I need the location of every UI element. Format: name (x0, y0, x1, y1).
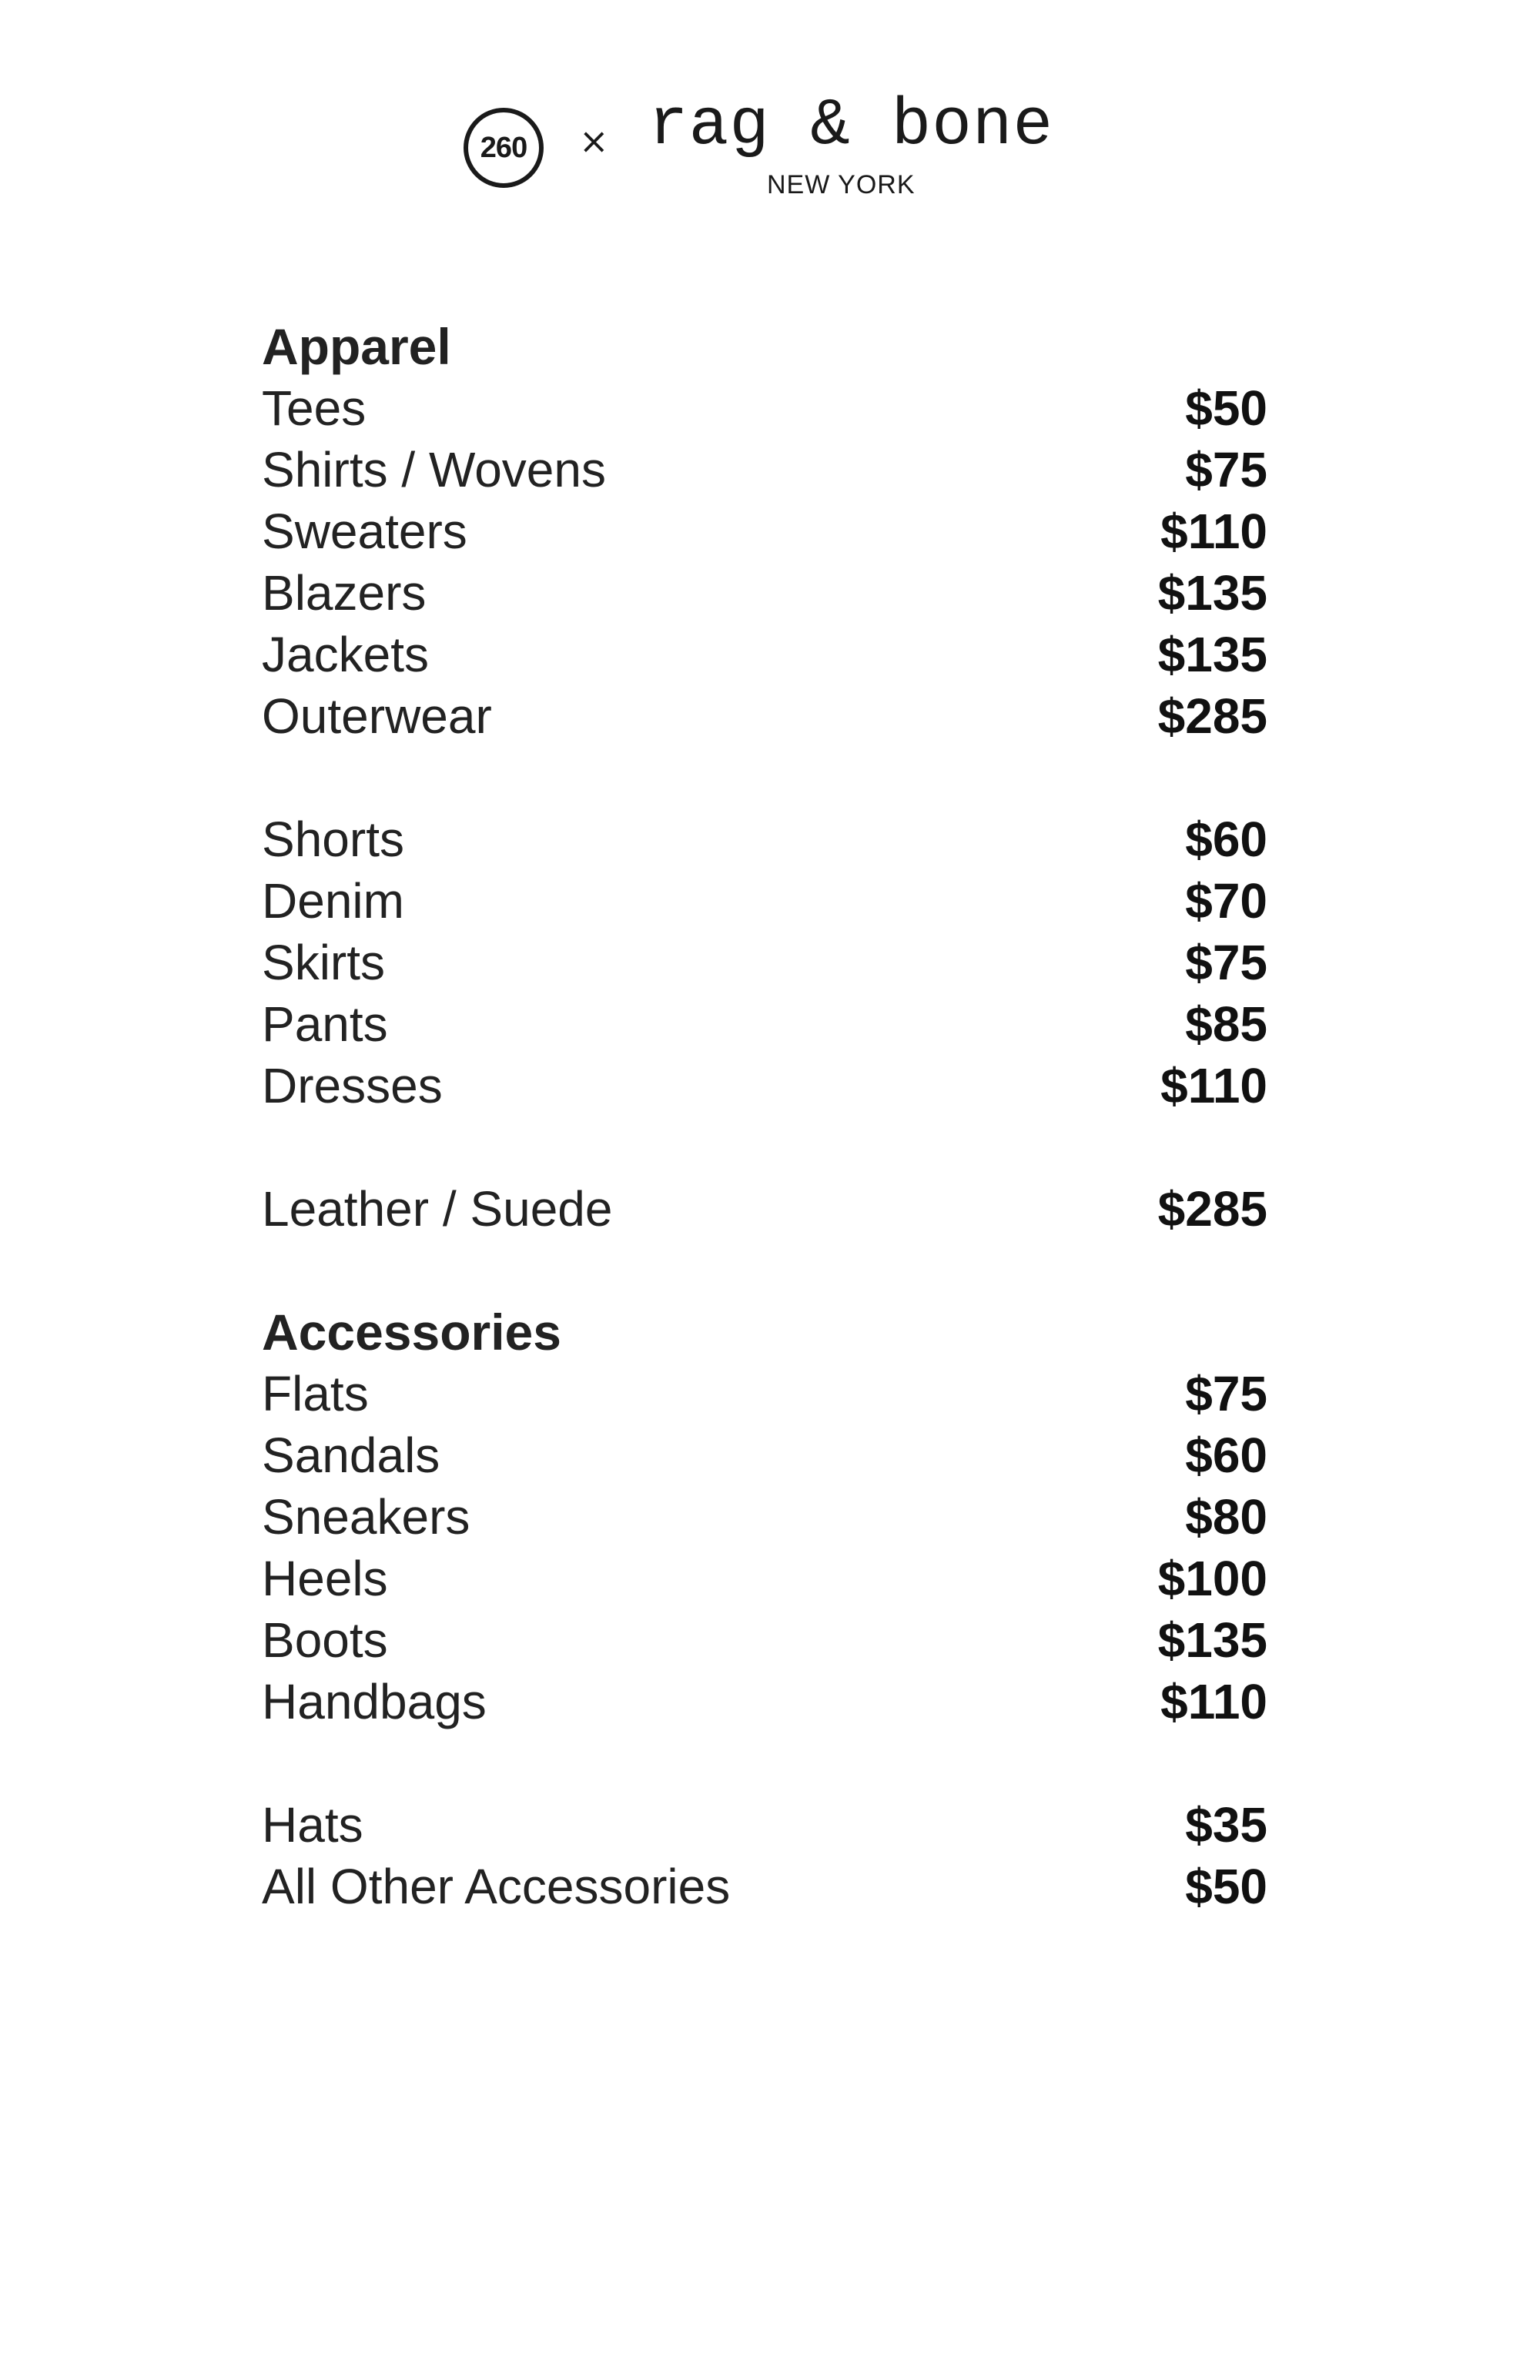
item-price: $75 (1185, 442, 1267, 497)
price-row (262, 1178, 1267, 1240)
item-price: $80 (1185, 1489, 1267, 1545)
price-row (262, 439, 1267, 500)
item-price: $110 (1160, 1674, 1267, 1729)
section-heading: Apparel (262, 318, 451, 375)
item-price: $285 (1157, 688, 1267, 744)
price-section (262, 808, 1267, 1116)
circle-260-logo (464, 108, 544, 188)
price-row (262, 1424, 1267, 1486)
price-row (262, 1794, 1267, 1856)
item-name: Skirts (262, 935, 385, 990)
item-name: Flats (262, 1366, 369, 1421)
item-price: $50 (1185, 380, 1267, 436)
item-name: Shorts (262, 812, 404, 867)
item-name: Boots (262, 1612, 388, 1668)
item-name: Blazers (262, 565, 427, 621)
item-name: Leather / Suede (262, 1181, 613, 1237)
item-name: Heels (262, 1551, 388, 1606)
item-price: $75 (1185, 1366, 1267, 1421)
price-list (262, 316, 1267, 1979)
circle-logo-text: 260 (480, 131, 527, 164)
item-name: All Other Accessories (262, 1859, 731, 1914)
price-row (262, 562, 1267, 624)
item-price: $100 (1157, 1551, 1267, 1606)
price-section (262, 1178, 1267, 1240)
item-price: $135 (1157, 627, 1267, 682)
item-price: $110 (1160, 504, 1267, 559)
item-name: Dresses (262, 1058, 443, 1113)
item-name: Denim (262, 873, 404, 929)
item-price: $135 (1157, 565, 1267, 621)
item-name: Tees (262, 380, 367, 436)
price-row (262, 624, 1267, 685)
price-row (262, 808, 1267, 870)
price-row (262, 685, 1267, 747)
item-price: $35 (1185, 1797, 1267, 1853)
item-name: Outerwear (262, 688, 492, 744)
price-row (262, 993, 1267, 1055)
price-section (262, 1794, 1267, 1917)
price-row (262, 1548, 1267, 1609)
price-row (262, 1609, 1267, 1671)
item-name: Jackets (262, 627, 429, 682)
logo-lockup (0, 0, 1540, 231)
brand-location: NEW YORK (767, 170, 916, 199)
item-name: Pants (262, 996, 388, 1052)
item-price: $85 (1185, 996, 1267, 1052)
price-row (262, 1671, 1267, 1732)
price-section (262, 1301, 1267, 1732)
item-price: $60 (1185, 1428, 1267, 1483)
price-row (262, 1486, 1267, 1548)
item-name: Sandals (262, 1428, 440, 1483)
price-row (262, 932, 1267, 993)
price-row (262, 1055, 1267, 1116)
item-name: Handbags (262, 1674, 487, 1729)
item-name: Sneakers (262, 1489, 470, 1545)
price-row (262, 870, 1267, 932)
section-heading: Accessories (262, 1304, 561, 1361)
price-section (262, 316, 1267, 747)
item-price: $60 (1185, 812, 1267, 867)
price-row (262, 500, 1267, 562)
item-price: $110 (1160, 1058, 1267, 1113)
item-name: Shirts / Wovens (262, 442, 606, 497)
price-row (262, 377, 1267, 439)
item-name: Hats (262, 1797, 363, 1853)
item-price: $50 (1185, 1859, 1267, 1914)
item-price: $285 (1157, 1181, 1267, 1237)
collaboration-times-sign: × (579, 120, 609, 162)
price-row (262, 1856, 1267, 1917)
item-name: Sweaters (262, 504, 467, 559)
brand-name: rag & bone (648, 88, 1054, 163)
price-row (262, 1363, 1267, 1424)
item-price: $75 (1185, 935, 1267, 990)
item-price: $70 (1185, 873, 1267, 929)
item-price: $135 (1157, 1612, 1267, 1668)
